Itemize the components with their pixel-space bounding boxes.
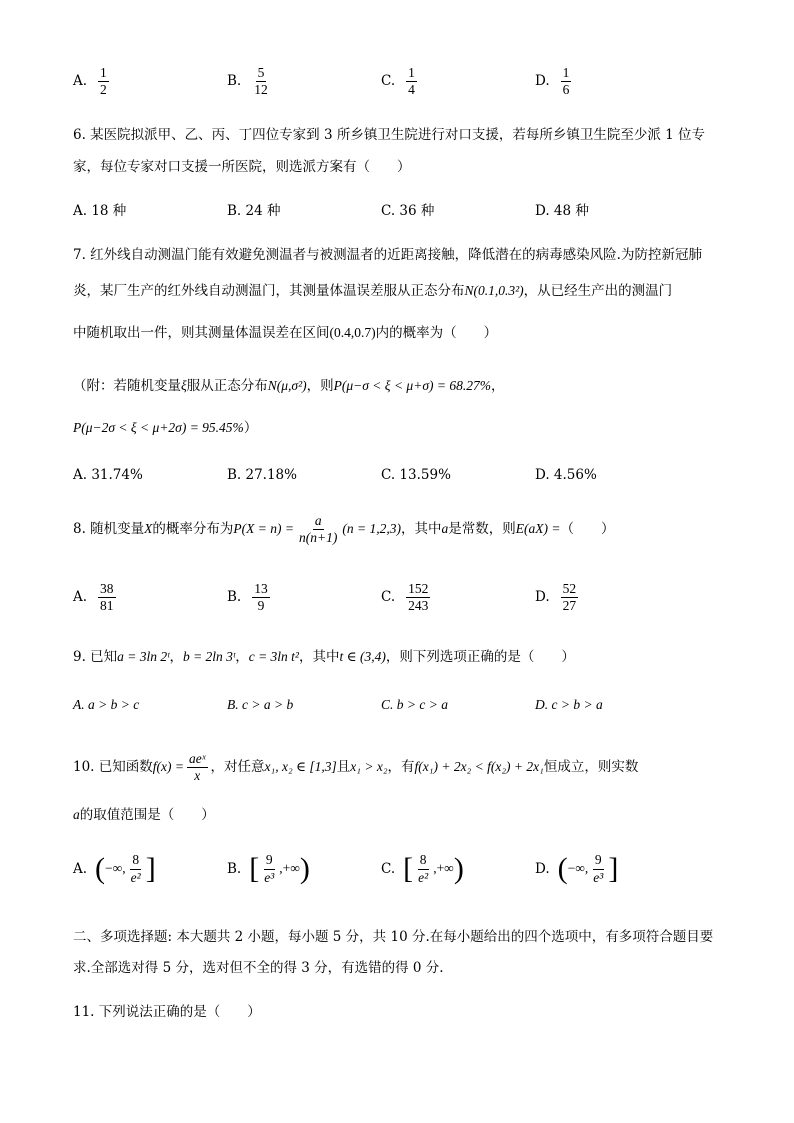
- q5-option-c: C. $\frac{1}{4}$: [381, 65, 415, 98]
- q8-stem: 8. 随机变量X的概率分布为P(X = n) = $\frac{a}{n(n+1)}$ (n = 1,2,3)，其中a是常数，则E(aX) =（ ）: [73, 513, 615, 546]
- q5-option-d: D. $\frac{1}{6}$: [535, 65, 570, 98]
- fraction: $\frac{5}{12}$: [254, 65, 268, 98]
- q10-option-b: B. [ $\frac{9}{\text{e³}}$ ,+∞): [227, 852, 310, 885]
- q10-option-a: A. (−∞, $\frac{8}{\text{e²}}$ ]: [73, 852, 156, 885]
- q7-option-c: C. 13.59%: [381, 467, 451, 483]
- q7-option-d: D. 4.56%: [535, 467, 597, 483]
- fraction: $\frac{9}{\text{e³}}$: [264, 852, 275, 885]
- fraction: $\frac{1}{2}$: [100, 65, 107, 98]
- q6-option-d: D. 48 种: [535, 203, 589, 219]
- fraction: $\frac{9}{\text{e³}}$: [593, 852, 604, 885]
- math-expression: P(μ−σ < ξ < μ+σ) = 68.27%: [333, 378, 491, 393]
- q9-option-b: B. c > a > b: [227, 697, 294, 712]
- fraction: $\frac{1}{6}$: [562, 65, 570, 98]
- q6-option-a: A. 18 种: [73, 203, 127, 219]
- fraction: $\frac{8}{\text{e²}}$: [418, 852, 429, 885]
- q8-option-c: C. $\frac{152}{243}$: [381, 581, 429, 614]
- fraction: $\frac{a}{n(n+1)}$: [299, 513, 338, 546]
- fraction: $\frac{38}{81}$: [100, 581, 114, 614]
- section2-heading-line1: 二、多项选择题: 本大题共 2 小题，每小题 5 分，共 10 分.在每小题给出的四个选项中，有多项符合题目要: [73, 929, 714, 945]
- q7-note-line2: P(μ−2σ < ξ < μ+2σ) = 95.45%）: [73, 420, 258, 436]
- q8-option-a: A. $\frac{38}{81}$: [73, 581, 114, 614]
- fraction: $\frac{13}{9}$: [254, 581, 268, 614]
- fraction: $\frac{152}{243}$: [408, 581, 429, 614]
- q10-option-d: D. (−∞, $\frac{9}{\text{e³}}$ ]: [535, 852, 619, 885]
- q7-stem-line3: 中随机取出一件，则其测量体温误差在区间(0.4,0.7)内的概率为（ ）: [73, 325, 498, 341]
- q9-stem: 9. 已知a = 3ln 2ᵗ，b = 2ln 3ᵗ，c = 3ln t²，其中t ∈ (3,4)，则下列选项正确的是（ ）: [73, 649, 575, 665]
- q10-stem-line2: a的取值范围是（ ）: [73, 807, 215, 823]
- fraction: $\frac{8}{\text{e²}}$: [130, 852, 141, 885]
- math-expression: c = 3ln t²: [248, 649, 299, 664]
- q7-option-b: B. 27.18%: [227, 467, 297, 483]
- math-expression: P(μ−2σ < ξ < μ+2σ) = 95.45%: [73, 420, 244, 435]
- q9-option-d: D. c > b > a: [535, 697, 603, 712]
- fraction: $\frac{52}{27}$: [562, 581, 577, 614]
- q11-stem: 11. 下列说法正确的是（ ）: [73, 1004, 261, 1020]
- q5-option-b: B. $\frac{5}{12}$: [227, 65, 268, 98]
- math-expression: (0.4,0.7): [329, 325, 376, 340]
- q7-stem-line2: 炎，某厂生产的红外线自动测温门，其测量体温误差服从正态分布N(0.1,0.3²)，从已经生产出的测温门: [73, 283, 673, 299]
- q6-option-c: C. 36 种: [381, 203, 435, 219]
- q6-option-b: B. 24 种: [227, 203, 281, 219]
- math-expression: N(μ,σ²): [267, 378, 307, 393]
- q8-option-d: D. $\frac{52}{27}$: [535, 581, 577, 614]
- fraction: $\frac{1}{4}$: [408, 65, 415, 98]
- q7-note-line1: （附：若随机变量ξ服从正态分布N(μ,σ²)，则P(μ−σ < ξ < μ+σ) = 68.27%，: [73, 378, 505, 394]
- q7-option-a: A. 31.74%: [73, 467, 143, 483]
- q9-option-c: C. b > c > a: [381, 697, 448, 712]
- section2-heading-line2: 求.全部选对得 5 分，选对但不全的得 3 分，有选错的得 0 分.: [73, 960, 444, 976]
- q6-stem-line1: 6. 某医院拟派甲、乙、丙、丁四位专家到 3 所乡镇卫生院进行对口支援，若每所乡镇卫生院至少派 1 位专: [73, 127, 706, 143]
- q5-option-a: A. $\frac{1}{2}$: [73, 65, 107, 98]
- q6-stem-line2: 家，每位专家对口支援一所医院，则选派方案有（ ）: [73, 159, 411, 175]
- q10-option-c: C. [ $\frac{8}{\text{e²}}$ ,+∞): [381, 852, 464, 885]
- q7-stem-line1: 7. 红外线自动测温门能有效避免测温者与被测温者的近距离接触，降低潜在的病毒感染风险.为防控新冠肺: [73, 247, 702, 263]
- math-expression: a = 3ln 2ᵗ: [117, 649, 170, 664]
- math-expression: b = 2ln 3ᵗ: [182, 649, 236, 664]
- fraction: $\frac{\text{aeˣ}}{x}$: [188, 751, 206, 784]
- math-expression: t ∈ (3,4): [339, 649, 386, 664]
- q9-option-a: A. a > b > c: [73, 697, 140, 712]
- q8-option-b: B. $\frac{13}{9}$: [227, 581, 268, 614]
- math-expression: N(0.1,0.3²): [464, 283, 524, 298]
- q10-stem-line1: 10. 已知函数f(x) = $\frac{\text{aeˣ}}{x}$ ，对任意x₁, x₂ ∈ [1,3]且x₁ > x₂，有f(x₁) + 2x₂ < f(x₂) + 2x₁恒成立，则实数: [73, 751, 639, 784]
